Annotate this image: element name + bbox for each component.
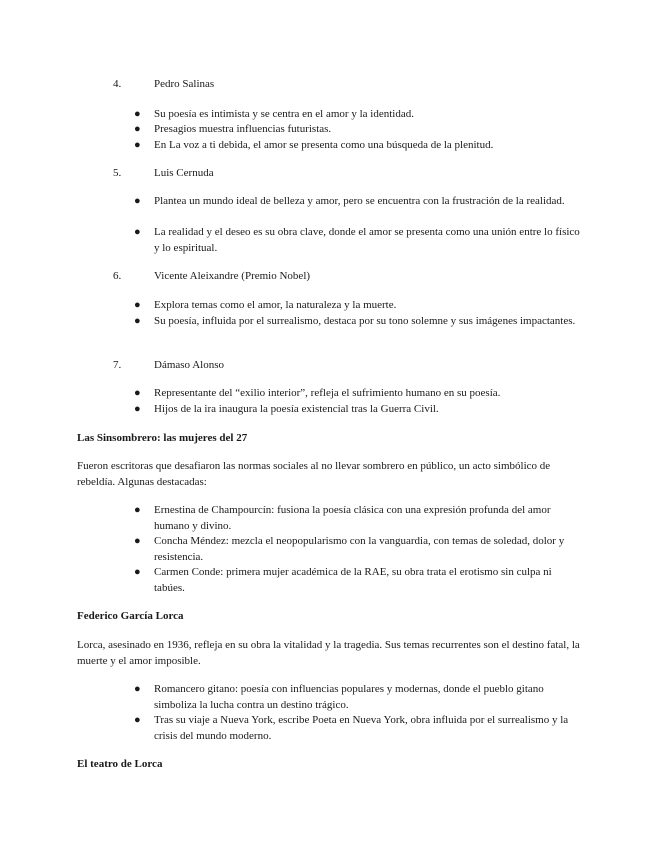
bullet-icon: ● bbox=[134, 566, 141, 578]
list-item: ● Explora temas como el amor, la naturaleza y la muerte. bbox=[134, 299, 397, 311]
list-item: ● Su poesía es intimista y se centra en el amor y la identidad. bbox=[134, 108, 414, 120]
section-heading-teatro: El teatro de Lorca bbox=[77, 758, 163, 770]
bullet-icon: ● bbox=[134, 504, 141, 516]
bullet-icon: ● bbox=[134, 683, 141, 695]
list-item: ● Romancero gitano: poesía con influencias populares y modernas, donde el pueblo gitano simboliza la lucha contra un destino trágico. bbox=[134, 683, 544, 711]
numbered-item-aleixandre bbox=[113, 268, 310, 284]
numbered-item-alonso bbox=[113, 357, 224, 373]
paragraph-lorca: Lorca, asesinado en 1936, refleja en su obra la vitalidad y la tragedia. Sus temas recurrentes son el destino fatal, la muerte y el amor imposible. bbox=[77, 639, 580, 667]
author-name: Dámaso Alonso bbox=[154, 359, 224, 371]
item-number: 5. bbox=[113, 167, 122, 179]
section-heading-sinsombrero: Las Sinsombrero: las mujeres del 27 bbox=[77, 432, 248, 444]
bullet-icon: ● bbox=[134, 387, 141, 399]
author-name: Vicente Aleixandre (Premio Nobel) bbox=[154, 270, 311, 282]
list-item: ● La realidad y el deseo es su obra clave, donde el amor se presenta como una unión entre lo físico y lo espiritual. bbox=[134, 226, 580, 254]
list-item: ● Presagios muestra influencias futuristas. bbox=[134, 123, 332, 135]
author-name: Luis Cernuda bbox=[154, 167, 214, 179]
bullet-icon: ● bbox=[134, 714, 141, 726]
list-item: ● Carmen Conde: primera mujer académica de la RAE, su obra trata el erotismo sin culpa ni tabúes. bbox=[134, 566, 552, 594]
item-number: 4. bbox=[113, 78, 122, 90]
list-item: ● Concha Méndez: mezcla el neopopularismo con la vanguardia, con temas de soledad, dolor y resistencia. bbox=[134, 535, 565, 563]
bullet-icon: ● bbox=[134, 108, 141, 120]
list-item: ● Su poesía, influida por el surrealismo, destaca por su tono solemne y sus imágenes impactantes. bbox=[134, 315, 576, 327]
bullet-icon: ● bbox=[134, 195, 141, 207]
bullet-icon: ● bbox=[134, 123, 141, 135]
numbered-item-cernuda bbox=[113, 165, 214, 181]
item-number: 6. bbox=[113, 270, 122, 282]
list-item: ● Plantea un mundo ideal de belleza y amor, pero se encuentra con la frustración de la realidad. bbox=[134, 195, 565, 207]
list-item: ● Ernestina de Champourcín: fusiona la poesía clásica con una expresión profunda del amor humano y divino. bbox=[134, 504, 551, 532]
bullet-icon: ● bbox=[134, 226, 141, 238]
bullet-icon: ● bbox=[134, 535, 141, 547]
list-item: ● En La voz a ti debida, el amor se presenta como una búsqueda de la plenitud. bbox=[134, 139, 494, 151]
list-item: ● Hijos de la ira inaugura la poesía existencial tras la Guerra Civil. bbox=[134, 403, 439, 415]
item-number: 7. bbox=[113, 359, 122, 371]
paragraph-sinsombrero: Fueron escritoras que desafiaron las normas sociales al no llevar sombrero en público, un acto simbólico de rebeldía. Algunas destacadas: bbox=[77, 460, 551, 488]
author-name: Pedro Salinas bbox=[154, 78, 215, 90]
bullet-icon: ● bbox=[134, 139, 141, 151]
numbered-item-salinas bbox=[113, 76, 214, 92]
bullet-icon: ● bbox=[134, 403, 141, 415]
section-heading-lorca: Federico García Lorca bbox=[77, 610, 184, 622]
bullet-icon: ● bbox=[134, 299, 141, 311]
list-item: ● Tras su viaje a Nueva York, escribe Poeta en Nueva York, obra influida por el surrealismo y la crisis del mundo moderno. bbox=[134, 714, 569, 742]
list-item: ● Representante del “exilio interior”, refleja el sufrimiento humano en su poesía. bbox=[134, 387, 501, 399]
bullet-icon: ● bbox=[134, 315, 141, 327]
